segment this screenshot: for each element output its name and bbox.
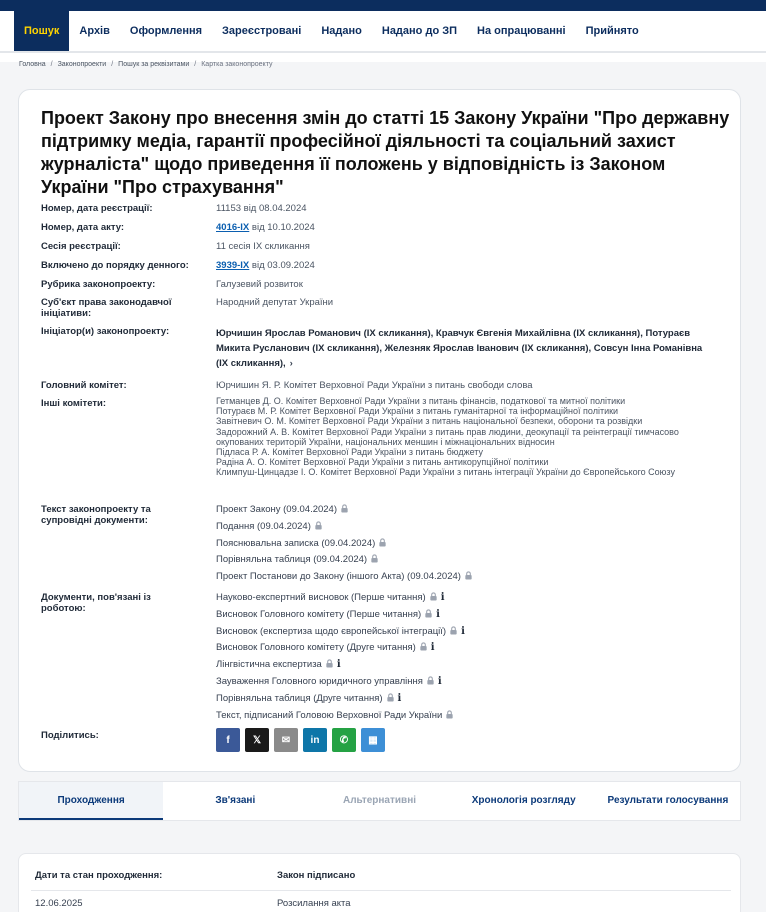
x-share-button[interactable] (245, 728, 269, 752)
text-document-link[interactable]: Проект Постанови до Закону (іншого Акта) (09.04.2024) (216, 571, 461, 583)
label-texts: Текст законопроекту та супровідні документи: (41, 504, 151, 526)
text-document-item (216, 552, 716, 569)
nav-item-archive[interactable]: Архів (79, 25, 110, 37)
progress-row-date: 12.06.2025 (35, 898, 83, 909)
info-icon[interactable]: i (437, 675, 442, 687)
lock-icon (386, 693, 395, 702)
share-buttons (216, 728, 385, 752)
text-document-link[interactable]: Подання (09.04.2024) (216, 520, 311, 532)
initiators-value (216, 326, 711, 371)
subject-value: Народний депутат України (216, 297, 334, 308)
label-session: Сесія реєстрації: (41, 241, 121, 252)
chevron-right-icon[interactable]: › (289, 358, 293, 369)
tab-voting-results[interactable]: Результати голосування (607, 795, 729, 806)
tab-alternative: Альтернативні (342, 795, 417, 806)
work-document-link[interactable]: Науково-експертний висновок (Перше читання) (216, 592, 426, 603)
nav-item-search[interactable]: Пошук (14, 11, 69, 51)
main-nav (14, 11, 649, 51)
label-initiators: Ініціатор(и) законопроекту: (41, 326, 170, 337)
work-document-link[interactable]: Порівняльна таблиця (Друге читання) (216, 692, 383, 704)
nav-item-accepted[interactable]: Прийнято (585, 25, 639, 37)
work-document-link[interactable]: Зауваження Головного юридичного управління (216, 675, 423, 687)
work-document-item (216, 674, 716, 691)
whatsapp-share-button[interactable] (332, 728, 356, 752)
work-document-item (216, 640, 716, 657)
label-rubric: Рубрика законопроекту: (41, 279, 156, 290)
text-document-item (216, 519, 716, 536)
lock-icon (370, 554, 379, 563)
lock-icon (445, 710, 454, 719)
work-document-link[interactable]: Висновок (експертиза щодо європейської інтеграції) (216, 625, 447, 637)
label-main-committee: Головний комітет: (41, 380, 127, 391)
work-docs-list (216, 590, 716, 724)
lock-icon (449, 626, 458, 635)
breadcrumb-separator: / (50, 61, 53, 68)
committee-item: Підласа Р. А. Комітет Верховної Ради України з питань бюджету (216, 447, 484, 458)
initiators-list: Юрчишин Ярослав Романович (IX скликання), Кравчук Євгенія Михайлівна (IX скликання), Потураєв Микита Русланович (IX скликання), Железняк Ярослав Іванович (IX скликання), Совсун Інна Романівна (IX скликання), (216, 328, 703, 369)
label-registration: Номер, дата реєстрації: (41, 203, 153, 214)
nav-item-processing[interactable]: Оформлення (129, 25, 203, 37)
committee-item: Радіна А. О. Комітет Верховної Ради України з питань антикорупційної політики (216, 457, 549, 468)
breadcrumb-separator: / (194, 61, 197, 68)
texts-list (216, 502, 716, 586)
lock-icon (419, 642, 428, 651)
lock-icon (426, 676, 435, 685)
nav-item-provided[interactable]: Надано (321, 25, 362, 37)
progress-row-event: Розсилання акта (277, 898, 351, 909)
qr-code-icon: ▦ (368, 734, 378, 746)
lock-icon (325, 659, 334, 668)
text-document-item (216, 569, 716, 586)
bill-tabs (18, 781, 741, 821)
progress-header-label: Дати та стан проходження: (35, 870, 163, 881)
nav-divider (0, 51, 766, 53)
lock-icon (378, 538, 387, 547)
work-document-link[interactable]: Лінгвістична експертиза (216, 659, 322, 671)
session-value: 11 сесія IX скликання (216, 241, 310, 252)
facebook-share-button[interactable] (216, 728, 240, 752)
progress-header-status: Закон підписано (277, 870, 356, 881)
work-document-link[interactable]: Висновок Головного комітету (Друге читання) (216, 642, 416, 654)
label-work-docs: Документи, пов'язані із роботою: (41, 592, 151, 614)
agenda-number-link[interactable]: 3939-IX (216, 260, 250, 271)
act-value (216, 222, 716, 233)
info-icon[interactable]: i (440, 592, 445, 603)
info-icon[interactable]: i (461, 625, 465, 637)
linkedin-share-button[interactable] (303, 728, 327, 752)
committee-item: Задорожний А. В. Комітет Верховної Ради України з питань прав людини, деокупації та реінтеграції тимчасово окупованих територій України, національних меншин і міжнаціональних відносин (216, 426, 679, 447)
label-other-committees: Інші комітети: (41, 398, 107, 409)
info-icon[interactable]: i (436, 608, 440, 620)
work-document-link[interactable]: Висновок Головного комітету (Перше читання) (216, 608, 422, 620)
other-committees-list (216, 396, 716, 478)
registration-value: 11153 від 08.04.2024 (216, 203, 307, 214)
linkedin-icon: in (310, 734, 320, 746)
qr-share-button[interactable] (361, 728, 385, 752)
tab-related[interactable]: Зв'язані (215, 795, 256, 806)
email-share-button[interactable] (274, 728, 298, 752)
work-document-item (216, 691, 716, 708)
breadcrumb-bills[interactable]: Законопроекти (57, 61, 107, 68)
breadcrumb-separator: / (111, 61, 114, 68)
committee-item: Завітневич О. М. Комітет Верховної Ради України з питань національної безпеки, оборони та розвідки (216, 416, 643, 427)
work-document-item (216, 590, 716, 607)
progress-table (18, 853, 741, 912)
breadcrumb (19, 61, 272, 68)
label-act: Номер, дата акту: (41, 222, 125, 233)
label-share: Поділитись: (41, 730, 99, 741)
tab-progress[interactable]: Проходження (19, 782, 163, 820)
breadcrumb-search[interactable]: Пошук за реквізитами (118, 61, 190, 68)
label-subject: Суб'єкт права законодавчої ініціативи: (41, 297, 172, 319)
info-icon[interactable]: i (397, 692, 402, 704)
lock-icon (464, 571, 473, 580)
rubric-value: Галузевий розвиток (216, 279, 303, 290)
lock-icon (424, 609, 433, 618)
text-document-item (216, 536, 716, 553)
x-icon: 𝕏 (252, 734, 262, 746)
main-committee-value: Юрчишин Я. Р. Комітет Верховної Ради України з питань свободи слова (216, 380, 533, 391)
text-document-link[interactable]: Пояснювальна записка (09.04.2024) (216, 537, 376, 549)
committee-item: Потураєв М. Р. Комітет Верховної Ради України з питань гуманітарної та інформаційної політики (216, 406, 619, 417)
nav-item-registered[interactable]: Зареєстровані (222, 25, 302, 37)
work-document-item (216, 708, 716, 725)
lock-icon (314, 521, 323, 530)
bill-card (18, 89, 741, 772)
committee-item: Климпуш-Цинцадзе І. О. Комітет Верховної Ради України з питань інтеграції України до Європейського Союзу (216, 467, 675, 478)
lock-icon (429, 592, 438, 601)
label-agenda: Включено до порядку денного: (41, 260, 189, 271)
email-icon: ✉ (281, 734, 291, 746)
row-divider (31, 890, 731, 891)
committee-item: Гетманцев Д. О. Комітет Верховної Ради України з питань фінансів, податкової та митної політики (216, 396, 626, 406)
breadcrumb-home[interactable]: Головна (19, 61, 46, 68)
breadcrumb-current: Картка законопроекту (201, 61, 273, 68)
agenda-value (216, 260, 716, 271)
info-icon[interactable]: i (336, 659, 341, 671)
text-document-link[interactable]: Проект Закону (09.04.2024) (216, 504, 338, 515)
whatsapp-icon: ✆ (339, 734, 349, 746)
act-number-link[interactable]: 4016-IX (216, 222, 250, 233)
tab-chronology[interactable]: Хронологія розгляду (471, 795, 576, 806)
bill-title: Проект Закону про внесення змін до статті 15 Закону України "Про державну підтримку медіа, гарантії професійної діяльності та соціальний захист журналіста" щодо приведення її положень у відповідність із Законом України "Про страхування" (41, 108, 730, 197)
nav-item-in-work[interactable]: На опрацюванні (477, 25, 566, 37)
facebook-icon: f (226, 734, 230, 746)
work-document-item (216, 624, 716, 641)
nav-item-provided-zp[interactable]: Надано до ЗП (381, 25, 458, 37)
agenda-date: від 03.09.2024 (249, 260, 315, 271)
work-document-item (216, 607, 716, 624)
work-document-link[interactable]: Текст, підписаний Головою Верховної Ради України (216, 709, 443, 721)
work-document-item (216, 657, 716, 674)
text-document-item (216, 502, 716, 519)
act-date: від 10.10.2024 (249, 222, 315, 233)
text-document-link[interactable]: Порівняльна таблиця (09.04.2024) (216, 554, 368, 566)
lock-icon (340, 504, 349, 513)
info-icon[interactable]: i (430, 642, 435, 654)
